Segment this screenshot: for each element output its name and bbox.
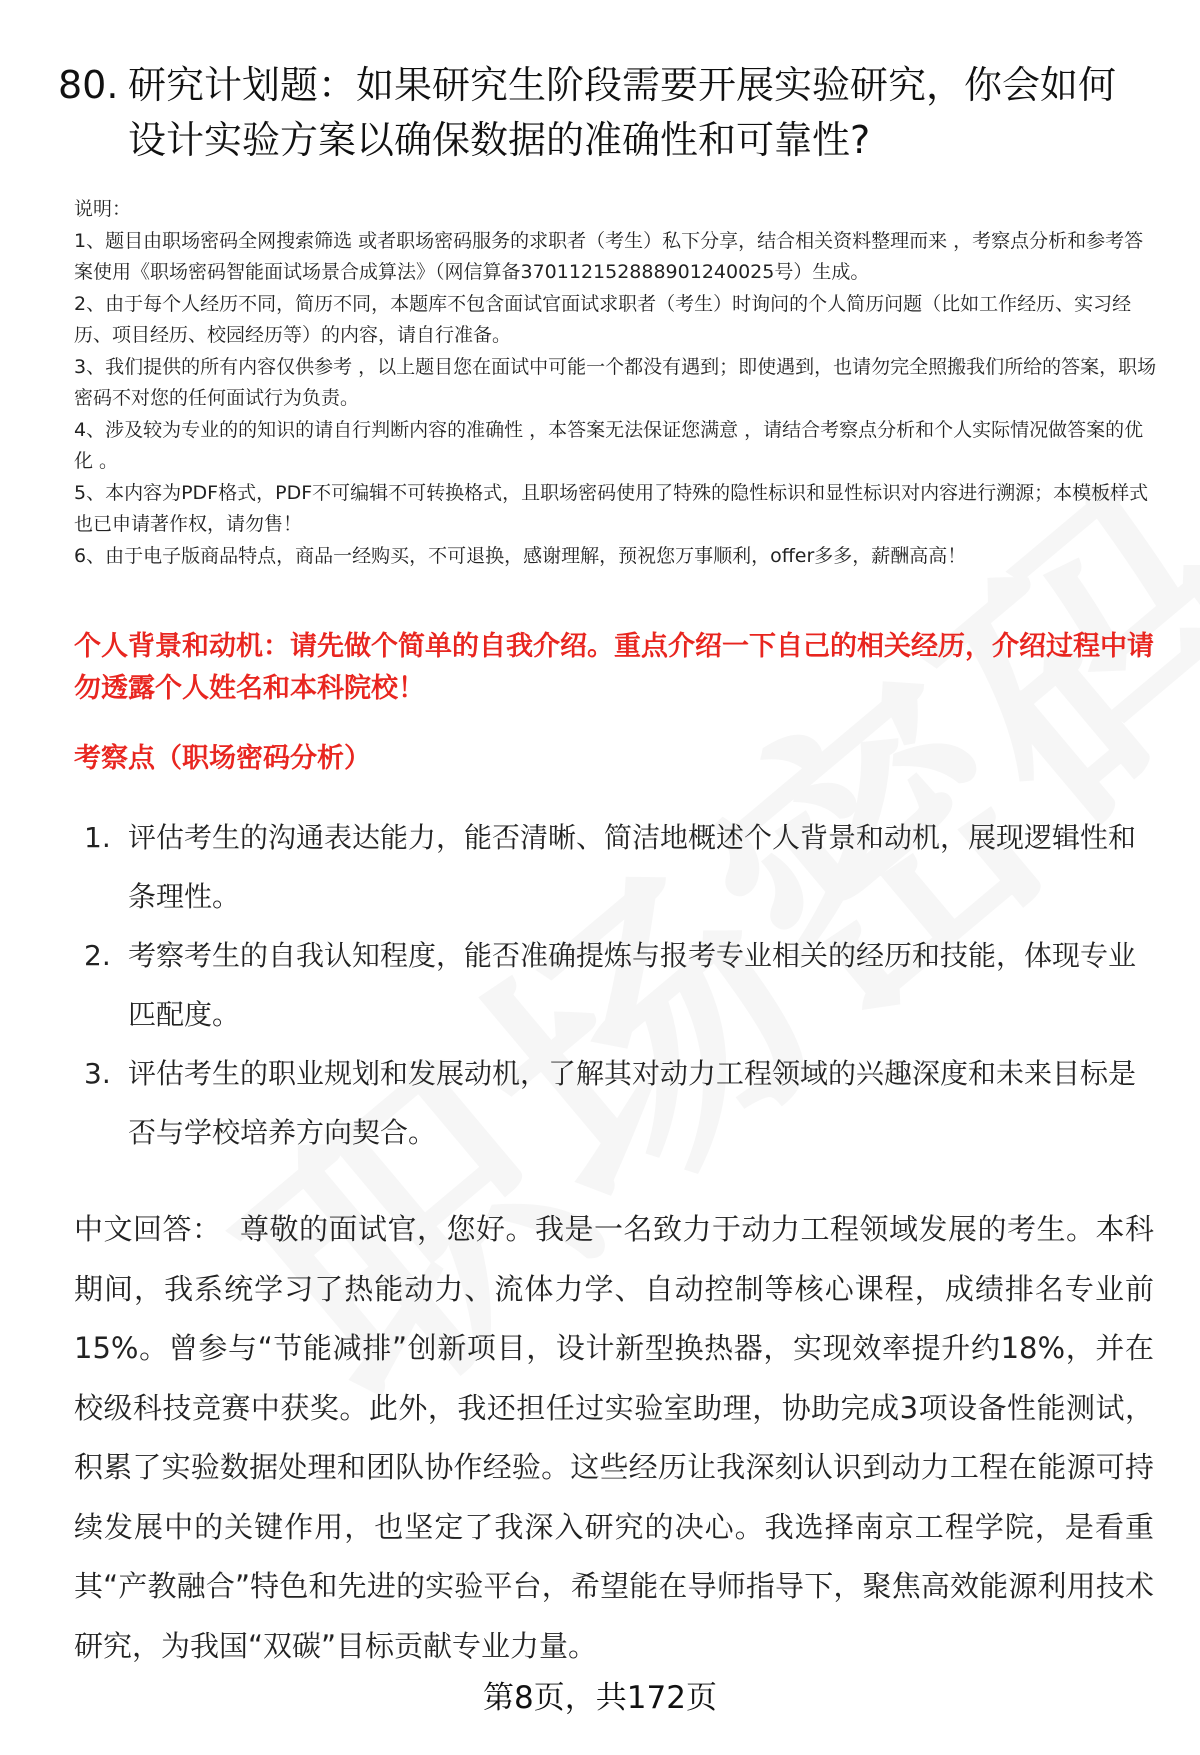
page-footer: 第8页，共172页 (483, 1680, 717, 1716)
note-item: 1、题目由职场密码全网搜索筛选 或者职场密码服务的求职者（考生）私下分享，结合相关资料整理而来 ，考察点分析和参考答案使用《职场密码智能面试场景合成算法》（网信算备370112152888901240025号）生成。 (74, 229, 1144, 283)
note-item: 4、涉及较为专业的的知识的请自行判断内容的准确性 ，本答案无法保证您满意 ，请结合考察点分析和个人实际情况做答案的优化 。 (74, 418, 1144, 472)
note-item: 2、由于每个人经历不同，简历不同，本题库不包含面试官面试求职者（考生）时询问的个人简历问题（比如工作经历、实习经历、项目经历、校园经历等）的内容，请自行准备。 (74, 292, 1132, 346)
answer-text: 尊敬的面试官，您好。我是一名致力于动力工程领域发展的考生。本科期间，我系统学习了热能动力、流体力学、自动控制等核心课程，成绩排名专业前15%。曾参与“节能减排”创新项目，设计新型换热器，实现效率提升约18%，并在校级科技竞赛中获奖。此外，我还担任过实验室助理，协助完成3项设备性能测试，积累了实验数据处理和团队协作经验。这些经历让我深刻认识到动力工程在能源可持续发展中的关键作用，也坚定了我深入研究的决心。我选择南京工程学院，是看重其“产教融合”特色和先进的实验平台，希望能在导师指导下，聚焦高效能源利用技术研究，为我国“双碳”目标贡献专业力量。 (74, 1212, 1154, 1663)
note-item: 5、本内容为PDF格式，PDF不可编辑不可转换格式，且职场密码使用了特殊的隐性标识和显性标识对内容进行溯源；本模板样式也已申请著作权，请勿售！ (74, 481, 1149, 535)
points-list (84, 808, 1154, 1162)
question-text: 研究计划题：如果研究生阶段需要开展实验研究，你会如何设计实验方案以确保数据的准确性和可靠性? (128, 63, 1117, 162)
answer-label: 中文回答： (74, 1212, 222, 1246)
point-number: 2. (84, 939, 111, 972)
note-item: 3、我们提供的所有内容仅供参考 ，以上题目您在面试中可能一个都没有遇到；即使遇到，也请勿完全照搬我们所给的答案，职场密码不对您的任何面试行为负责。 (74, 355, 1157, 409)
point-number: 1. (84, 821, 111, 854)
list-item (84, 926, 1154, 1044)
note-item: 6、由于电子版商品特点，商品一经购买，不可退换，感谢理解，预祝您万事顺利，offer多多，薪酬高高！ (74, 544, 967, 567)
section-points-heading: 考察点（职场密码分析） (74, 743, 371, 774)
list-item (84, 808, 1154, 926)
notes-heading: 说明： (74, 198, 132, 220)
point-text: 评估考生的沟通表达能力，能否清晰、简洁地概述个人背景和动机，展现逻辑性和条理性。 (128, 821, 1137, 913)
notes-block (74, 194, 1159, 572)
point-text: 评估考生的职业规划和发展动机，了解其对动力工程领域的兴趣深度和未来目标是否与学校培养方向契合。 (128, 1057, 1137, 1149)
point-number: 3. (84, 1057, 111, 1090)
point-text: 考察考生的自我认知程度，能否准确提炼与报考专业相关的经历和技能，体现专业匹配度。 (128, 939, 1137, 1031)
question-title (58, 58, 1148, 168)
question-number: 80. (58, 63, 119, 107)
section-intro-heading: 个人背景和动机：请先做个简单的自我介绍。重点介绍一下自己的相关经历，介绍过程中请勿透露个人姓名和本科院校！ (74, 631, 1154, 704)
answer-paragraph (74, 1200, 1154, 1676)
list-item (84, 1044, 1154, 1162)
